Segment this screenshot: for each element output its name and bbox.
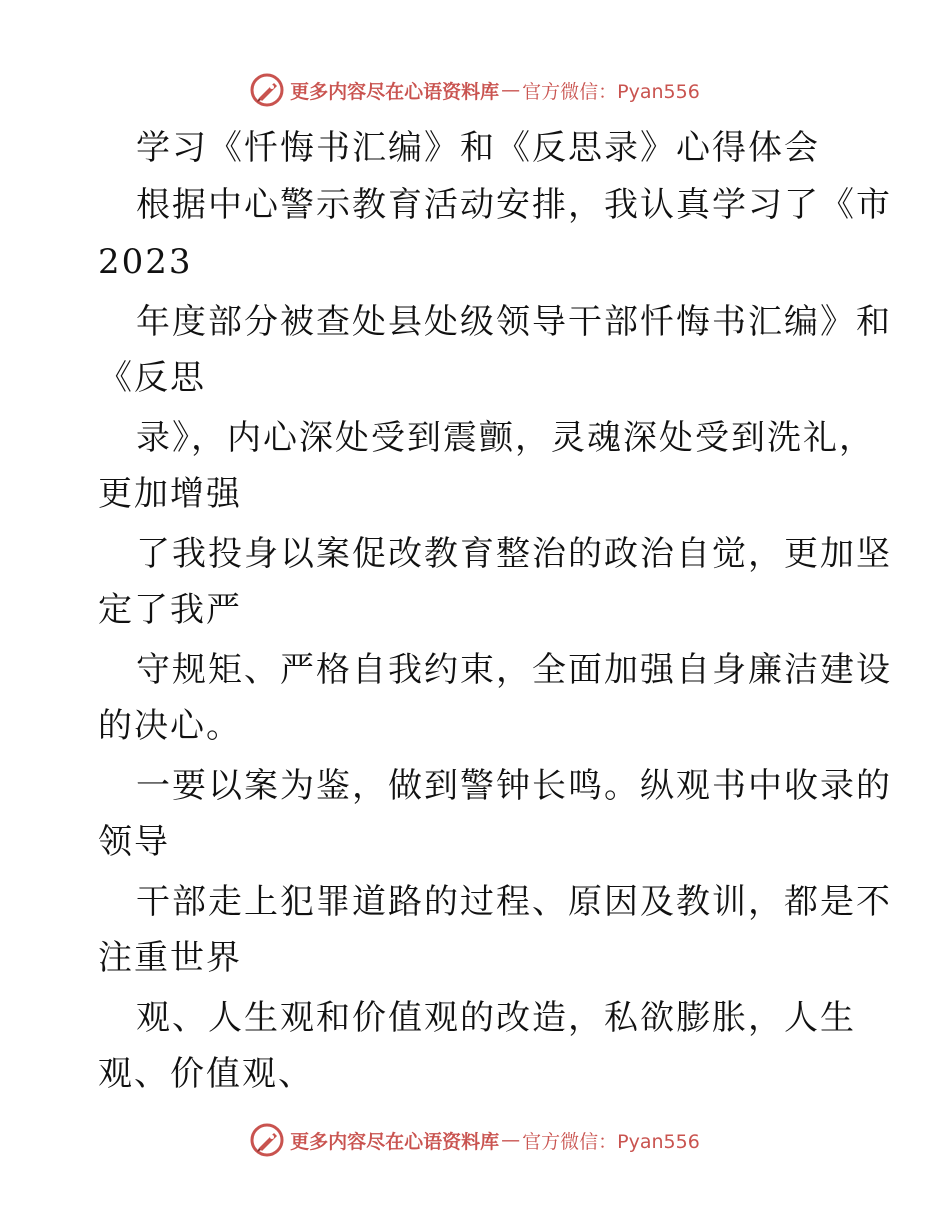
body-line: 录》，内心深处受到震颤，灵魂深处受到洗礼， [136, 418, 875, 458]
footer-banner [0, 1120, 950, 1160]
body-line: 更加增强 [98, 474, 242, 514]
body-line: 的决心。 [98, 706, 242, 746]
document-title: 学习《忏悔书汇编》和《反思录》心得体会 [136, 128, 820, 168]
body-line: 了我投身以案促改教育整治的政治自觉，更加坚 [136, 534, 892, 574]
body-line: 定了我严 [98, 590, 242, 630]
header-promo-text: 更多内容尽在心语资料库 [290, 80, 500, 103]
quill-pen-logo-icon [250, 73, 284, 107]
body-line: 观、人生观和价值观的改造，私欲膨胀，人生 [136, 998, 856, 1038]
body-line: 干部走上犯罪道路的过程、原因及教训，都是不 [136, 882, 892, 922]
footer-wechat-text: 官方微信：Pyan556 [522, 1130, 700, 1153]
header-wechat-text: 官方微信：Pyan556 [522, 80, 700, 103]
footer-promo-text: 更多内容尽在心语资料库 [290, 1130, 500, 1153]
footer-separator: — [501, 1129, 521, 1151]
body-line: 领导 [98, 822, 170, 862]
header-banner [0, 70, 950, 110]
quill-pen-logo-icon [250, 1123, 284, 1157]
body-line: 2023 [98, 242, 193, 282]
body-line: 注重世界 [98, 938, 242, 978]
body-line: 守规矩、严格自我约束，全面加强自身廉洁建设 [136, 650, 892, 690]
body-line: 根据中心警示教育活动安排，我认真学习了《市 [136, 185, 892, 225]
body-line: 观、价值观、 [98, 1054, 314, 1094]
body-line: 一要以案为鉴，做到警钟长鸣。纵观书中收录的 [136, 766, 892, 806]
body-line: 年度部分被查处县处级领导干部忏悔书汇编》和 [136, 302, 892, 342]
header-separator: — [501, 79, 521, 101]
body-line: 《反思 [98, 358, 206, 398]
